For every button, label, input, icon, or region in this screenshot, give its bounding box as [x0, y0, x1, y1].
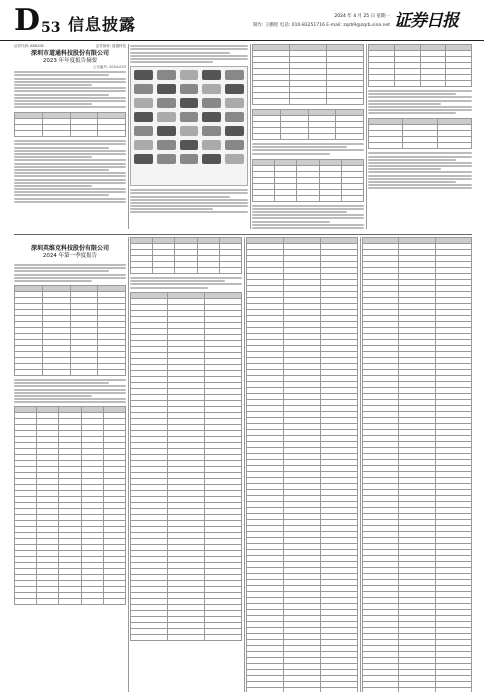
article-meta — [14, 44, 126, 49]
company-b-report: 2024 年第一季度报告 — [42, 253, 98, 259]
article-column-f — [130, 237, 242, 692]
article-body-b — [130, 45, 248, 63]
company-a-title: 深圳市道通科技股份有限公司 — [30, 50, 109, 57]
article-column-b — [130, 44, 248, 234]
newspaper-masthead: 证券日报 — [394, 11, 458, 31]
article-body-c2 — [252, 205, 364, 229]
article-body-d2 — [368, 152, 472, 189]
article-body-d — [368, 90, 472, 114]
financial-table-e2 — [14, 406, 126, 605]
financial-table-f — [130, 237, 242, 274]
stock-code: 证券代码: 688208 — [14, 44, 44, 48]
article-column-c — [252, 44, 364, 234]
article-body-e2 — [14, 379, 126, 403]
product-grid — [131, 67, 247, 167]
article-body-e — [14, 264, 126, 282]
article-body-b2 — [130, 189, 248, 213]
article-body-a2 — [14, 140, 126, 203]
product-image-panel — [130, 66, 248, 186]
financial-table-e — [14, 285, 126, 376]
issue-date: 2024 年 4 月 25 日 星期一 — [334, 14, 390, 19]
page-header — [0, 0, 484, 41]
financial-table-a — [14, 112, 126, 137]
article-column-h — [362, 237, 472, 692]
article-body-c — [252, 143, 364, 155]
financial-table-d — [368, 44, 472, 87]
article-column-d — [368, 44, 472, 234]
financial-table-h — [362, 237, 472, 692]
article-body-f — [130, 277, 242, 289]
notice-meta — [14, 65, 126, 70]
page-number — [14, 3, 61, 38]
section-title: 信息披露 — [68, 15, 137, 34]
article-column-g — [246, 237, 358, 692]
financial-table-c3 — [252, 159, 364, 202]
article-body-a — [14, 71, 126, 108]
financial-table-d2 — [368, 118, 472, 149]
notice-number: 公告编号: 2024-023 — [92, 65, 126, 69]
article-column-e — [14, 237, 126, 692]
company-a-report: 2023 年年度报告摘要 — [42, 58, 98, 64]
financial-table-c2 — [252, 109, 364, 140]
page-number-digits: 53 — [41, 20, 61, 36]
article-column-a — [14, 44, 126, 234]
financial-table-c — [252, 44, 364, 105]
financial-table-f2 — [130, 292, 242, 641]
financial-table-g — [246, 237, 358, 692]
stock-name: 证券简称: 道通科技 — [95, 44, 126, 48]
contact-info: 制作: 王鹏程 电话: 010-83251716 E-mail: zqrb9@zqrb.sina.net — [252, 23, 390, 28]
page-letter: D — [14, 3, 41, 38]
company-b-title: 深圳英维克科技股份有限公司 — [30, 245, 109, 252]
